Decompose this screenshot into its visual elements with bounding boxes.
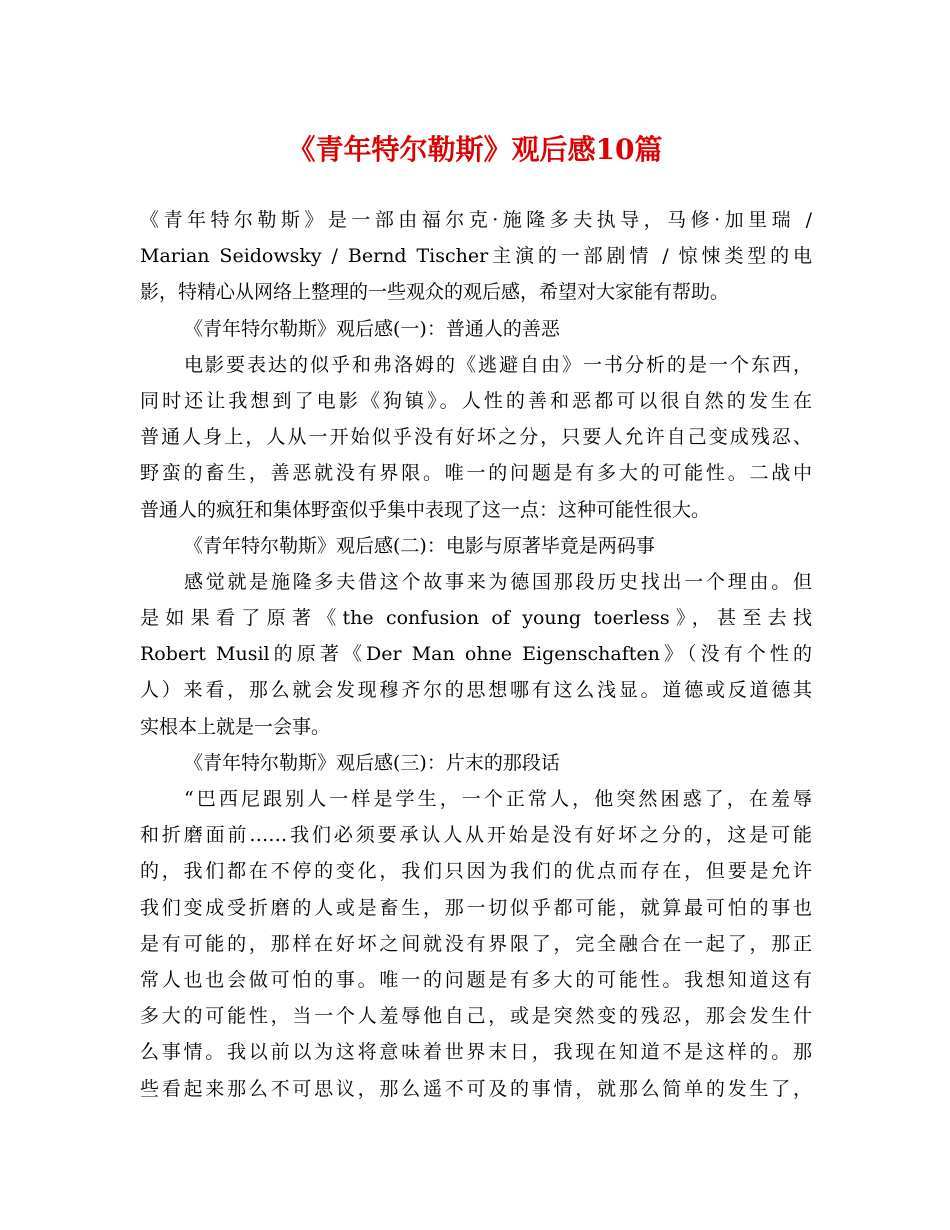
- review-heading: [140, 745, 812, 781]
- text-line: “巴西尼跟别人一样是学生，一个正常人，他突然困惑了，在羞辱: [184, 788, 812, 810]
- text-line: 《青年特尔勒斯》观后感(一)：普通人的善恶: [184, 317, 560, 340]
- text-line: 影，特精心从网络上整理的一些观众的观后感，希望对大家能有帮助。: [140, 281, 730, 304]
- text-line: 普通人身上，人从一开始似乎没有好坏之分，只要人允许自己变成残忍、: [140, 426, 812, 449]
- text-line: 和折磨面前……我们必须要承认人从开始是没有好坏之分的，这是可能: [140, 824, 812, 847]
- text-line: 实根本上就是一会事。: [140, 715, 331, 738]
- text-line: 《青年特尔勒斯》是一部由福尔克·施隆多夫执导，马修·加里瑞 /: [140, 209, 812, 231]
- text-line: Robert Musil的原著《Der Man ohne Eigenschaften》（没有个性的: [140, 643, 812, 666]
- review-heading: [140, 528, 812, 564]
- body-paragraph: [140, 781, 812, 1107]
- text-line: 么事情。我以前以为这将意味着世界末日，我现在知道不是这样的。那: [140, 1041, 812, 1064]
- text-line: 《青年特尔勒斯》观后感(三)：片末的那段话: [184, 751, 560, 774]
- body-paragraph: [140, 564, 812, 745]
- text-line: 电影要表达的似乎和弗洛姆的《逃避自由》一书分析的是一个东西，: [184, 353, 812, 376]
- text-line: 些看起来那么不可思议，那么遥不可及的事情，就那么简单的发生了，: [140, 1077, 812, 1100]
- text-line: 野蛮的畜生，善恶就没有界限。唯一的问题是有多大的可能性。二战中: [140, 462, 812, 485]
- text-line: 是有可能的，那样在好坏之间就没有界限了，完全融合在一起了，那正: [140, 932, 812, 955]
- text-line: 的，我们都在不停的变化，我们只因为我们的优点而存在，但要是允许: [140, 860, 812, 883]
- body-paragraph: [140, 202, 812, 311]
- text-line: 常人也也会做可怕的事。唯一的问题是有多大的可能性。我想知道这有: [140, 968, 812, 991]
- text-line: Marian Seidowsky / Bernd Tischer主演的一部剧情 / 惊悚类型的电: [140, 245, 812, 268]
- text-line: 多大的可能性，当一个人羞辱他自己，或是突然变的残忍，那会发生什: [140, 1005, 812, 1028]
- document-title: 《青年特尔勒斯》观后感10篇: [287, 133, 663, 166]
- text-line: 我们变成受折磨的人或是畜生，那一切似乎都可能，就算最可怕的事也: [140, 896, 812, 919]
- document-body: [140, 202, 812, 1107]
- text-line: 感觉就是施隆多夫借这个故事来为德国那段历史找出一个理由。但: [184, 570, 812, 593]
- body-paragraph: [140, 347, 812, 528]
- text-line: 是如果看了原著《the confusion of young toerless》，甚至去找: [140, 607, 812, 630]
- text-line: 同时还让我想到了电影《狗镇》。人性的善和恶都可以很自然的发生在: [140, 389, 812, 412]
- review-heading: [140, 311, 812, 347]
- text-line: 普通人的疯狂和集体野蛮似乎集中表现了这一点：这种可能性很大。: [140, 498, 711, 521]
- text-line: 《青年特尔勒斯》观后感(二)：电影与原著毕竟是两码事: [184, 534, 655, 557]
- text-line: 人）来看，那么就会发现穆齐尔的思想哪有这么浅显。道德或反道德其: [140, 679, 812, 702]
